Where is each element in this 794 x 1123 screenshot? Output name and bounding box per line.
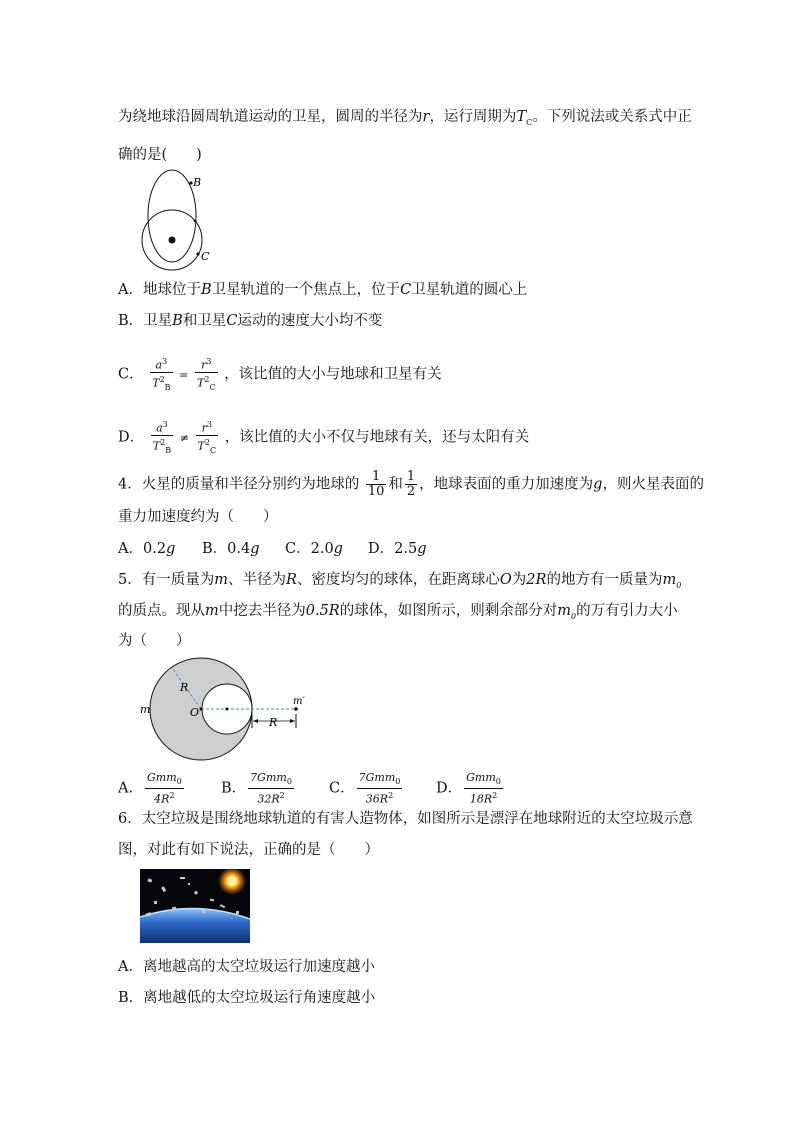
center-o-dot bbox=[200, 708, 203, 711]
q4-option-a: A．0.2g bbox=[118, 541, 176, 557]
orbit-figure bbox=[136, 166, 216, 274]
q5-line3: 为（ ） bbox=[118, 633, 191, 649]
label-c: C bbox=[201, 250, 210, 263]
q6-option-b: B．离地越低的太空垃圾运行角速度越小 bbox=[118, 990, 376, 1006]
q6-line2: 图，对此有如下说法，正确的是（ ） bbox=[118, 842, 379, 858]
cavity-center-dot bbox=[226, 708, 229, 711]
q5-line2: 的质点。现从m中挖去半径为0.5R的球体，如图所示，则剩余部分对$m_0$的万有引力大小 bbox=[118, 603, 678, 621]
label-r1: R bbox=[180, 681, 189, 694]
label-o: O bbox=[190, 706, 200, 719]
q5-option-a: A． $\frac{Gmm_0}{4R^2}$ bbox=[118, 771, 182, 806]
dim-arrow-right bbox=[290, 719, 295, 723]
fraction-r3-tc2: $\frac{r^3}{T^2_C}$ bbox=[196, 357, 216, 392]
q4-options bbox=[118, 539, 518, 559]
label-m-prime: m′ bbox=[293, 696, 305, 707]
q5-option-c: C． $\frac{7Gmm_0}{36R^2}$ bbox=[329, 771, 401, 806]
fraction-1-2: $\frac{1}{2}$ bbox=[406, 469, 416, 499]
fraction-a3-tb2: $\frac{a^3}{T^2_B}$ bbox=[152, 357, 171, 392]
space-debris-image bbox=[140, 869, 250, 943]
q4-option-d: D．2.5g bbox=[368, 541, 427, 557]
intersection-dot bbox=[194, 220, 197, 223]
q3-option-a: A．地球位于B卫星轨道的一个焦点上，位于C卫星轨道的圆心上 bbox=[118, 282, 528, 298]
q4-line2: 重力加速度约为（ ） bbox=[118, 509, 278, 525]
orbit-b-ellipse bbox=[148, 170, 196, 262]
fraction-a3-tb2: $\frac{a^3}{T^2_B}$ bbox=[152, 420, 172, 455]
satellite-c-dot bbox=[196, 252, 199, 255]
q3-option-b: B．卫星B和卫星C运动的速度大小均不变 bbox=[118, 313, 383, 329]
q3-option-c: C． $\frac{a^3}{T^2_B}$ = $\frac{r^3}{T^2_C}$ ，该比值的大小与地球和卫星有关 bbox=[118, 357, 442, 392]
label-r2: R bbox=[269, 716, 278, 729]
label-m: m bbox=[140, 703, 151, 716]
mass-point-dot bbox=[294, 707, 298, 711]
label-b: B bbox=[193, 176, 202, 189]
q4-line1: 4．火星的质量和半径分别约为地球的 $\frac{1}{10}$ 和 $\frac{1}{2}$ ，地球表面的重力加速度为g，则火星表面的 bbox=[118, 469, 704, 499]
q3-intro-line2: 确的是( ) bbox=[118, 147, 202, 163]
fraction-r3-tc2: $\frac{r^3}{T^2_C}$ bbox=[197, 420, 217, 455]
q5-options bbox=[118, 768, 538, 804]
dim-arrow-left bbox=[253, 719, 258, 723]
sun bbox=[227, 876, 237, 886]
q4-option-c: C．2.0g bbox=[285, 541, 343, 557]
q6-line1: 6．太空垃圾是围绕地球轨道的有害人造物体，如图所示是漂浮在地球附近的太空垃圾示意 bbox=[118, 811, 693, 827]
q4-option-b: B．0.4g bbox=[202, 541, 260, 557]
q5-option-d: D． $\frac{Gmm_0}{18R^2}$ bbox=[436, 771, 501, 806]
hollow-sphere-figure bbox=[136, 654, 316, 764]
q5-line1: 5．有一质量为m、半径为R、密度均匀的球体，在距离球心O为2R的地方有一质量为$m_0$ bbox=[118, 572, 682, 590]
earth-dot bbox=[169, 237, 176, 244]
q3-option-d: D． $\frac{a^3}{T^2_B}$ ≠ $\frac{r^3}{T^2_C}$ ，该比值的大小不仅与地球有关，还与太阳有关 bbox=[118, 420, 530, 455]
q5-option-b: B． $\frac{7Gmm_0}{32R^2}$ bbox=[221, 771, 292, 806]
q6-option-a: A．离地越高的太空垃圾运行加速度越小 bbox=[118, 959, 375, 975]
fraction-1-10: $\frac{1}{10}$ bbox=[367, 469, 385, 499]
q3-intro-line1: 为绕地球沿圆周轨道运动的卫星，圆周的半径为r，运行周期为$T_C$。下列说法或关系式中正 bbox=[118, 109, 692, 127]
